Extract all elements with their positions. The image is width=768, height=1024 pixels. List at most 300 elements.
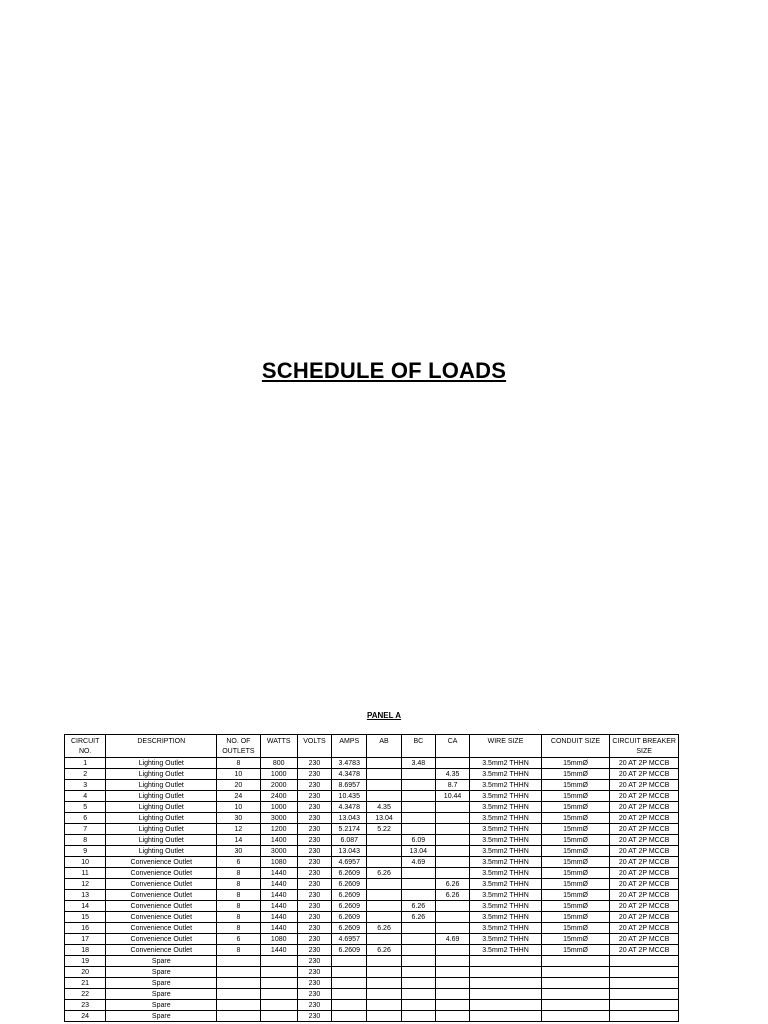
col-circuit-no-cell: 17: [65, 934, 106, 945]
col-ca-cell: 10.44: [435, 791, 469, 802]
col-circuit-no-cell: 22: [65, 989, 106, 1000]
col-breaker-size-cell: 20 AT 2P MCCB: [610, 857, 679, 868]
panel-title: PANEL A: [366, 711, 402, 720]
col-bc-cell: [401, 989, 435, 1000]
col-breaker-size-cell: 20 AT 2P MCCB: [610, 780, 679, 791]
table-row: [65, 989, 679, 1000]
col-outlets-cell: 8: [217, 945, 260, 956]
col-breaker-size-cell: 20 AT 2P MCCB: [610, 934, 679, 945]
col-ca-cell: [435, 824, 469, 835]
col-outlets-cell: [217, 989, 260, 1000]
col-volts-cell: 230: [297, 857, 331, 868]
col-conduit-size-cell: 15mmØ: [541, 857, 610, 868]
col-outlets-cell: [217, 1011, 260, 1022]
col-watts-cell: 1000: [260, 802, 297, 813]
col-outlets-cell: 30: [217, 846, 260, 857]
col-watts-cell: 1000: [260, 769, 297, 780]
col-outlets-cell: 8: [217, 923, 260, 934]
col-bc-cell: 6.26: [401, 901, 435, 912]
col-outlets-cell: 8: [217, 868, 260, 879]
col-amps-cell: [332, 989, 367, 1000]
col-wire-size-cell: 3.5mm2 THHN: [470, 934, 542, 945]
col-ab-cell: [367, 846, 401, 857]
col-watts-cell: 1440: [260, 912, 297, 923]
col-conduit-size-cell: 15mmØ: [541, 846, 610, 857]
col-amps-cell: 4.3478: [332, 769, 367, 780]
col-ab-cell: 13.04: [367, 813, 401, 824]
col-ca-cell: [435, 1011, 469, 1022]
col-circuit-no-header: CIRCUIT NO.: [65, 735, 106, 758]
col-circuit-no-cell: 7: [65, 824, 106, 835]
col-ca-cell: [435, 868, 469, 879]
col-ca-cell: [435, 835, 469, 846]
col-ab-cell: [367, 978, 401, 989]
col-watts-cell: 3000: [260, 813, 297, 824]
col-conduit-size-cell: 15mmØ: [541, 802, 610, 813]
col-breaker-size-cell: 20 AT 2P MCCB: [610, 802, 679, 813]
col-bc-cell: 6.09: [401, 835, 435, 846]
col-description-cell: Convenience Outlet: [106, 890, 217, 901]
col-outlets-cell: 12: [217, 824, 260, 835]
col-ab-cell: [367, 780, 401, 791]
col-outlets-cell: [217, 956, 260, 967]
col-circuit-no-cell: 23: [65, 1000, 106, 1011]
col-ab-cell: 6.26: [367, 923, 401, 934]
col-breaker-size-cell: [610, 967, 679, 978]
col-wire-size-cell: 3.5mm2 THHN: [470, 879, 542, 890]
col-conduit-size-cell: 15mmØ: [541, 824, 610, 835]
col-conduit-size-cell: [541, 967, 610, 978]
table-row: [65, 824, 679, 835]
col-conduit-size-cell: [541, 989, 610, 1000]
col-outlets-cell: 20: [217, 780, 260, 791]
table-row: [65, 758, 679, 769]
col-conduit-size-cell: 15mmØ: [541, 912, 610, 923]
col-description-cell: Lighting Outlet: [106, 791, 217, 802]
col-wire-size-cell: 3.5mm2 THHN: [470, 780, 542, 791]
col-volts-cell: 230: [297, 934, 331, 945]
col-conduit-size-cell: 15mmØ: [541, 780, 610, 791]
col-circuit-no-cell: 8: [65, 835, 106, 846]
col-breaker-size-cell: 20 AT 2P MCCB: [610, 901, 679, 912]
col-amps-cell: [332, 1011, 367, 1022]
col-circuit-no-cell: 12: [65, 879, 106, 890]
col-description-cell: Lighting Outlet: [106, 835, 217, 846]
col-ca-cell: 6.26: [435, 879, 469, 890]
col-volts-cell: 230: [297, 901, 331, 912]
col-wire-size-cell: 3.5mm2 THHN: [470, 758, 542, 769]
col-amps-cell: 13.043: [332, 813, 367, 824]
col-amps-cell: 6.087: [332, 835, 367, 846]
col-wire-size-cell: 3.5mm2 THHN: [470, 945, 542, 956]
col-breaker-size-cell: 20 AT 2P MCCB: [610, 945, 679, 956]
col-volts-cell: 230: [297, 945, 331, 956]
col-conduit-size-cell: 15mmØ: [541, 901, 610, 912]
table-row: [65, 890, 679, 901]
col-volts-cell: 230: [297, 956, 331, 967]
col-breaker-size-header: CIRCUIT BREAKER SIZE: [610, 735, 679, 758]
col-ca-cell: [435, 813, 469, 824]
col-outlets-cell: 8: [217, 901, 260, 912]
table-row: [65, 813, 679, 824]
table-row: [65, 879, 679, 890]
col-description-cell: Spare: [106, 978, 217, 989]
col-bc-cell: [401, 868, 435, 879]
col-circuit-no-cell: 1: [65, 758, 106, 769]
col-ca-cell: [435, 846, 469, 857]
col-ab-cell: [367, 1000, 401, 1011]
col-wire-size-cell: 3.5mm2 THHN: [470, 868, 542, 879]
col-ca-cell: [435, 901, 469, 912]
col-description-cell: Lighting Outlet: [106, 802, 217, 813]
col-ca-cell: [435, 857, 469, 868]
col-breaker-size-cell: [610, 956, 679, 967]
col-ca-cell: 8.7: [435, 780, 469, 791]
col-bc-cell: [401, 890, 435, 901]
col-conduit-size-cell: 15mmØ: [541, 923, 610, 934]
col-outlets-cell: [217, 978, 260, 989]
col-amps-cell: 6.2609: [332, 901, 367, 912]
col-circuit-no-cell: 9: [65, 846, 106, 857]
col-wire-size-cell: 3.5mm2 THHN: [470, 923, 542, 934]
col-description-cell: Convenience Outlet: [106, 945, 217, 956]
col-amps-cell: 8.6957: [332, 780, 367, 791]
col-conduit-size-cell: [541, 978, 610, 989]
col-conduit-size-cell: 15mmØ: [541, 934, 610, 945]
col-ca-cell: 4.35: [435, 769, 469, 780]
col-watts-cell: 1080: [260, 857, 297, 868]
table-row: [65, 967, 679, 978]
col-breaker-size-cell: 20 AT 2P MCCB: [610, 824, 679, 835]
col-volts-cell: 230: [297, 879, 331, 890]
table-body: [65, 758, 679, 1022]
col-circuit-no-cell: 5: [65, 802, 106, 813]
col-circuit-no-cell: 19: [65, 956, 106, 967]
col-bc-header: BC: [401, 735, 435, 758]
col-description-cell: Spare: [106, 989, 217, 1000]
col-description-cell: Spare: [106, 956, 217, 967]
table-header-row: [65, 735, 679, 758]
col-conduit-size-cell: 15mmØ: [541, 758, 610, 769]
col-bc-cell: [401, 769, 435, 780]
col-ab-cell: [367, 967, 401, 978]
col-circuit-no-cell: 13: [65, 890, 106, 901]
col-circuit-no-cell: 14: [65, 901, 106, 912]
col-ab-cell: [367, 857, 401, 868]
col-ca-cell: [435, 912, 469, 923]
table-row: [65, 934, 679, 945]
col-amps-cell: [332, 1000, 367, 1011]
col-description-cell: Spare: [106, 1000, 217, 1011]
col-ab-cell: [367, 879, 401, 890]
col-breaker-size-cell: 20 AT 2P MCCB: [610, 813, 679, 824]
col-ab-cell: [367, 890, 401, 901]
col-outlets-cell: 8: [217, 879, 260, 890]
col-volts-cell: 230: [297, 802, 331, 813]
col-breaker-size-cell: 20 AT 2P MCCB: [610, 879, 679, 890]
col-ca-cell: [435, 967, 469, 978]
col-bc-cell: [401, 824, 435, 835]
col-wire-size-cell: [470, 967, 542, 978]
col-wire-size-cell: 3.5mm2 THHN: [470, 890, 542, 901]
col-ab-cell: 6.26: [367, 868, 401, 879]
col-description-cell: Spare: [106, 967, 217, 978]
col-breaker-size-cell: 20 AT 2P MCCB: [610, 791, 679, 802]
col-wire-size-cell: 3.5mm2 THHN: [470, 824, 542, 835]
col-description-cell: Convenience Outlet: [106, 879, 217, 890]
col-volts-cell: 230: [297, 791, 331, 802]
col-volts-cell: 230: [297, 769, 331, 780]
col-outlets-cell: 8: [217, 758, 260, 769]
col-bc-cell: [401, 791, 435, 802]
col-amps-cell: [332, 967, 367, 978]
col-amps-cell: 10.435: [332, 791, 367, 802]
col-ab-cell: [367, 912, 401, 923]
col-amps-cell: 3.4783: [332, 758, 367, 769]
col-volts-cell: 230: [297, 868, 331, 879]
col-amps-cell: [332, 978, 367, 989]
col-amps-cell: 4.6957: [332, 934, 367, 945]
col-outlets-cell: [217, 1000, 260, 1011]
col-bc-cell: 6.26: [401, 912, 435, 923]
col-circuit-no-cell: 4: [65, 791, 106, 802]
table-row: [65, 978, 679, 989]
table-row: [65, 901, 679, 912]
col-wire-size-cell: [470, 989, 542, 1000]
col-breaker-size-cell: 20 AT 2P MCCB: [610, 758, 679, 769]
schedule-table: [64, 734, 679, 1022]
col-outlets-cell: 8: [217, 890, 260, 901]
col-description-cell: Spare: [106, 1011, 217, 1022]
table-row: [65, 1011, 679, 1022]
col-description-cell: Convenience Outlet: [106, 868, 217, 879]
col-description-cell: Lighting Outlet: [106, 780, 217, 791]
col-circuit-no-cell: 15: [65, 912, 106, 923]
col-outlets-cell: 14: [217, 835, 260, 846]
col-watts-cell: 3000: [260, 846, 297, 857]
col-watts-cell: 1440: [260, 879, 297, 890]
col-ca-cell: [435, 923, 469, 934]
table-row: [65, 769, 679, 780]
col-outlets-cell: 10: [217, 769, 260, 780]
col-ab-cell: [367, 769, 401, 780]
col-wire-size-cell: [470, 1011, 542, 1022]
col-volts-cell: 230: [297, 835, 331, 846]
col-circuit-no-cell: 3: [65, 780, 106, 791]
col-watts-cell: 2400: [260, 791, 297, 802]
col-wire-size-cell: 3.5mm2 THHN: [470, 857, 542, 868]
col-amps-cell: 6.2609: [332, 868, 367, 879]
table-row: [65, 868, 679, 879]
table-row: [65, 846, 679, 857]
col-description-cell: Convenience Outlet: [106, 923, 217, 934]
col-circuit-no-cell: 6: [65, 813, 106, 824]
col-amps-cell: 6.2609: [332, 945, 367, 956]
col-conduit-size-cell: 15mmØ: [541, 868, 610, 879]
col-bc-cell: [401, 923, 435, 934]
col-watts-cell: 1440: [260, 868, 297, 879]
col-wire-size-cell: 3.5mm2 THHN: [470, 835, 542, 846]
col-amps-cell: 13.043: [332, 846, 367, 857]
col-bc-cell: [401, 802, 435, 813]
table-row: [65, 857, 679, 868]
col-wire-size-cell: [470, 978, 542, 989]
col-bc-cell: 3.48: [401, 758, 435, 769]
table-row: [65, 1000, 679, 1011]
col-volts-cell: 230: [297, 824, 331, 835]
table-row: [65, 802, 679, 813]
col-amps-cell: 6.2609: [332, 923, 367, 934]
col-ca-cell: [435, 956, 469, 967]
col-ca-cell: 6.26: [435, 890, 469, 901]
col-breaker-size-cell: 20 AT 2P MCCB: [610, 769, 679, 780]
col-description-cell: Convenience Outlet: [106, 912, 217, 923]
col-bc-cell: [401, 934, 435, 945]
col-volts-cell: 230: [297, 758, 331, 769]
col-wire-size-header: WIRE SIZE: [470, 735, 542, 758]
col-wire-size-cell: 3.5mm2 THHN: [470, 813, 542, 824]
col-ab-cell: [367, 989, 401, 1000]
col-wire-size-cell: 3.5mm2 THHN: [470, 901, 542, 912]
col-conduit-size-header: CONDUIT SIZE: [541, 735, 610, 758]
col-volts-cell: 230: [297, 1011, 331, 1022]
col-ab-cell: [367, 758, 401, 769]
col-watts-cell: [260, 989, 297, 1000]
col-ab-cell: [367, 901, 401, 912]
table-row: [65, 791, 679, 802]
col-outlets-cell: 8: [217, 912, 260, 923]
col-ca-cell: [435, 802, 469, 813]
col-ca-cell: [435, 978, 469, 989]
col-watts-cell: 1440: [260, 901, 297, 912]
col-description-cell: Convenience Outlet: [106, 901, 217, 912]
table-row: [65, 956, 679, 967]
col-bc-cell: 13.04: [401, 846, 435, 857]
col-ab-cell: 5.22: [367, 824, 401, 835]
col-watts-header: WATTS: [260, 735, 297, 758]
col-watts-cell: 1200: [260, 824, 297, 835]
col-circuit-no-cell: 24: [65, 1011, 106, 1022]
col-wire-size-cell: 3.5mm2 THHN: [470, 769, 542, 780]
col-volts-cell: 230: [297, 890, 331, 901]
col-watts-cell: [260, 978, 297, 989]
col-outlets-cell: 6: [217, 857, 260, 868]
col-bc-cell: [401, 1000, 435, 1011]
col-breaker-size-cell: 20 AT 2P MCCB: [610, 835, 679, 846]
col-bc-cell: 4.69: [401, 857, 435, 868]
col-watts-cell: 800: [260, 758, 297, 769]
col-wire-size-cell: 3.5mm2 THHN: [470, 846, 542, 857]
col-bc-cell: [401, 813, 435, 824]
col-description-header: DESCRIPTION: [106, 735, 217, 758]
col-conduit-size-cell: [541, 956, 610, 967]
col-ab-cell: 4.35: [367, 802, 401, 813]
col-outlets-cell: 24: [217, 791, 260, 802]
col-volts-cell: 230: [297, 912, 331, 923]
col-conduit-size-cell: 15mmØ: [541, 945, 610, 956]
col-volts-cell: 230: [297, 1000, 331, 1011]
col-breaker-size-cell: 20 AT 2P MCCB: [610, 868, 679, 879]
col-conduit-size-cell: [541, 1011, 610, 1022]
col-bc-cell: [401, 956, 435, 967]
document-title: SCHEDULE OF LOADS: [261, 358, 507, 383]
col-conduit-size-cell: 15mmØ: [541, 879, 610, 890]
col-volts-cell: 230: [297, 923, 331, 934]
col-watts-cell: 2000: [260, 780, 297, 791]
col-ab-cell: [367, 791, 401, 802]
col-outlets-cell: 30: [217, 813, 260, 824]
col-outlets-cell: [217, 967, 260, 978]
col-watts-cell: 1400: [260, 835, 297, 846]
col-description-cell: Lighting Outlet: [106, 813, 217, 824]
col-ca-cell: [435, 945, 469, 956]
col-amps-cell: 4.6957: [332, 857, 367, 868]
col-breaker-size-cell: 20 AT 2P MCCB: [610, 846, 679, 857]
col-breaker-size-cell: [610, 978, 679, 989]
col-wire-size-cell: [470, 956, 542, 967]
col-ca-cell: 4.69: [435, 934, 469, 945]
col-ca-cell: [435, 758, 469, 769]
col-volts-cell: 230: [297, 967, 331, 978]
col-ab-cell: 6.26: [367, 945, 401, 956]
col-conduit-size-cell: 15mmØ: [541, 769, 610, 780]
col-description-cell: Convenience Outlet: [106, 857, 217, 868]
table-row: [65, 835, 679, 846]
col-watts-cell: [260, 1011, 297, 1022]
col-breaker-size-cell: 20 AT 2P MCCB: [610, 923, 679, 934]
table-row: [65, 912, 679, 923]
col-watts-cell: 1440: [260, 923, 297, 934]
col-bc-cell: [401, 1011, 435, 1022]
col-circuit-no-cell: 10: [65, 857, 106, 868]
col-description-cell: Lighting Outlet: [106, 824, 217, 835]
col-bc-cell: [401, 978, 435, 989]
col-conduit-size-cell: 15mmØ: [541, 890, 610, 901]
col-amps-cell: 6.2609: [332, 890, 367, 901]
col-amps-cell: [332, 956, 367, 967]
table-row: [65, 945, 679, 956]
col-ca-cell: [435, 989, 469, 1000]
col-amps-cell: 6.2609: [332, 879, 367, 890]
col-bc-cell: [401, 780, 435, 791]
col-wire-size-cell: 3.5mm2 THHN: [470, 802, 542, 813]
col-wire-size-cell: 3.5mm2 THHN: [470, 791, 542, 802]
col-bc-cell: [401, 879, 435, 890]
col-description-cell: Convenience Outlet: [106, 934, 217, 945]
col-watts-cell: 1440: [260, 890, 297, 901]
col-breaker-size-cell: [610, 1011, 679, 1022]
col-breaker-size-cell: [610, 989, 679, 1000]
col-volts-cell: 230: [297, 846, 331, 857]
col-conduit-size-cell: 15mmØ: [541, 813, 610, 824]
col-volts-cell: 230: [297, 989, 331, 1000]
col-volts-cell: 230: [297, 813, 331, 824]
col-watts-cell: [260, 956, 297, 967]
col-conduit-size-cell: 15mmØ: [541, 791, 610, 802]
col-bc-cell: [401, 945, 435, 956]
col-conduit-size-cell: 15mmØ: [541, 835, 610, 846]
col-circuit-no-cell: 16: [65, 923, 106, 934]
col-amps-cell: 5.2174: [332, 824, 367, 835]
col-ca-header: CA: [435, 735, 469, 758]
col-ab-cell: [367, 956, 401, 967]
col-ab-cell: [367, 934, 401, 945]
col-ca-cell: [435, 1000, 469, 1011]
col-circuit-no-cell: 21: [65, 978, 106, 989]
col-wire-size-cell: 3.5mm2 THHN: [470, 912, 542, 923]
col-outlets-cell: 6: [217, 934, 260, 945]
table-row: [65, 923, 679, 934]
